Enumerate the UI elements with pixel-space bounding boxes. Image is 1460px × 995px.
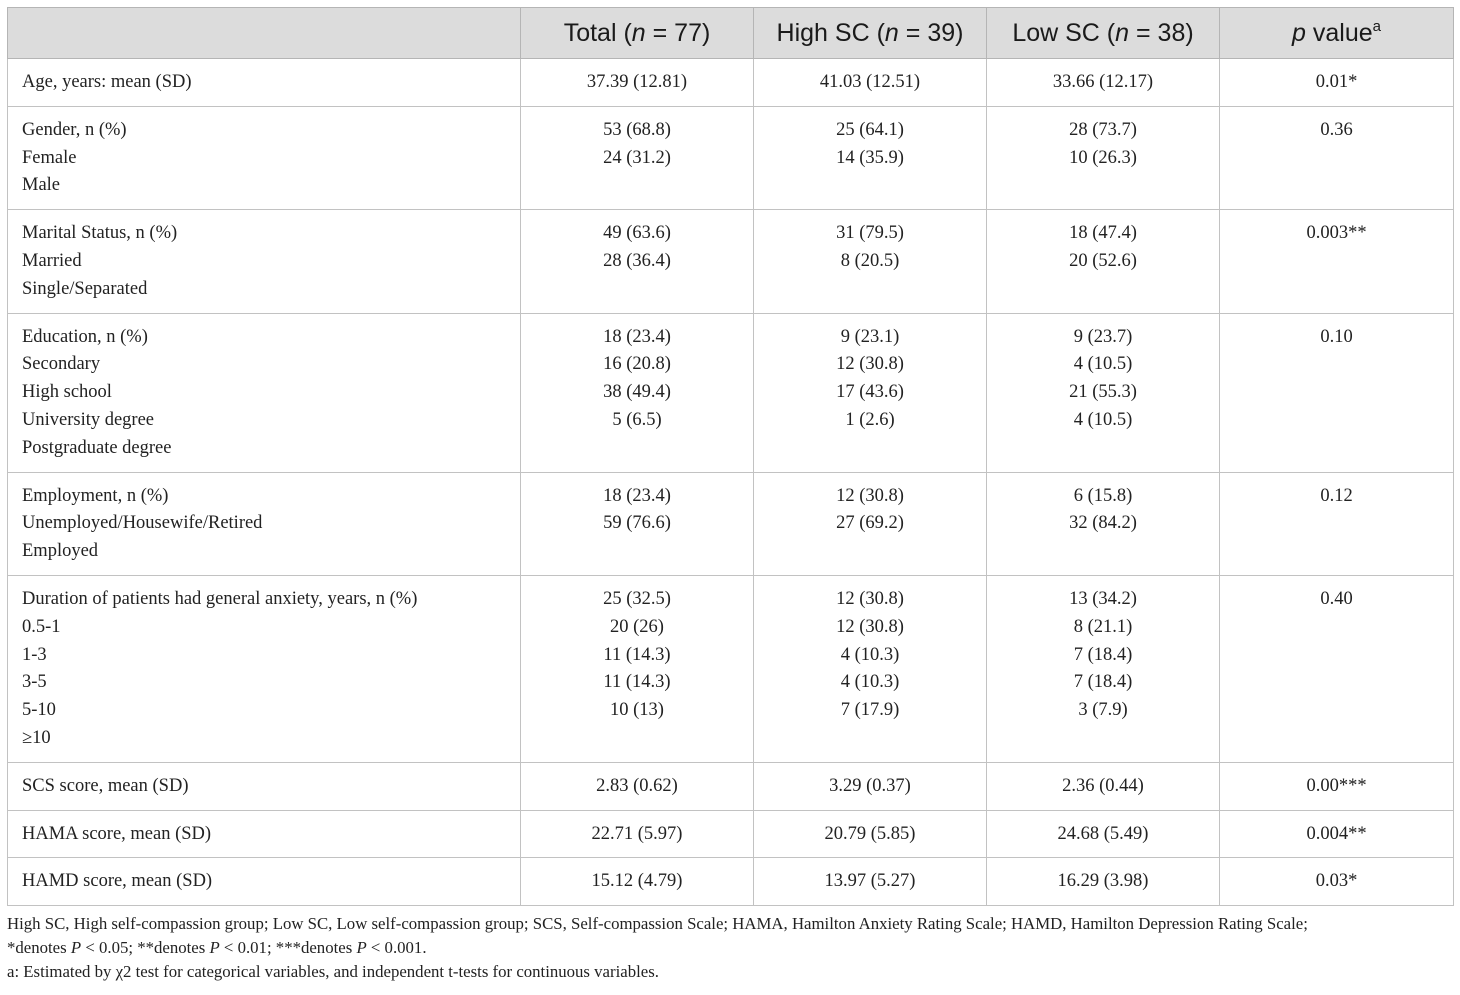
cell-variable-line: Male (22, 175, 61, 196)
cell-variable-line: Employment, n (%) (22, 485, 169, 506)
cell-low-sc (987, 762, 1220, 810)
cell-high-sc (754, 858, 987, 906)
cell-total-line: 22.71 (5.97) (591, 823, 683, 844)
cell-variable-line: Duration of patients had general anxiety, years, n (%) (22, 588, 418, 609)
cell-p-value-value: 0.10 (1320, 326, 1353, 347)
cell-low-sc (987, 106, 1220, 209)
cell-p-value-value: 0.004** (1306, 823, 1367, 844)
cell-high-sc (754, 210, 987, 313)
cell-low-sc (987, 810, 1220, 858)
cell-variable-line: Single/Separated (22, 278, 148, 299)
cell-low-sc-line: 4 (10.5) (1073, 354, 1133, 375)
cell-high-sc (754, 106, 987, 209)
cell-low-sc-line: 32 (84.2) (1069, 513, 1137, 534)
cell-p-value-value: 0.003** (1306, 223, 1367, 244)
cell-total (521, 313, 754, 472)
cell-total-line: 20 (26) (610, 616, 664, 637)
cell-variable-line: Secondary (22, 354, 101, 375)
table-row (8, 106, 1454, 209)
cell-variable-line: 5-10 (22, 700, 56, 721)
cell-total-line: 15.12 (4.79) (591, 871, 683, 892)
table-body (8, 59, 1454, 906)
header-total: Total (n = 77) (521, 8, 754, 59)
cell-variable-line: Postgraduate degree (22, 437, 172, 458)
cell-low-sc-line: 20 (52.6) (1069, 250, 1137, 271)
table-row (8, 59, 1454, 107)
cell-high-sc-line: 3.29 (0.37) (829, 775, 911, 796)
header-low-sc: Low SC (n = 38) (987, 8, 1220, 59)
table-row (8, 210, 1454, 313)
cell-total-line: 25 (32.5) (603, 588, 671, 609)
cell-high-sc (754, 59, 987, 107)
cell-high-sc-line: 12 (30.8) (836, 354, 904, 375)
cell-total (521, 810, 754, 858)
table-row (8, 810, 1454, 858)
cell-variable (8, 106, 521, 209)
header-variable (8, 8, 521, 59)
cell-total (521, 575, 754, 762)
cell-high-sc (754, 762, 987, 810)
cell-low-sc-line: 10 (26.3) (1069, 147, 1137, 168)
header-row (8, 8, 1454, 59)
cell-variable-line: HAMA score, mean (SD) (22, 823, 212, 844)
cell-low-sc-line: 24.68 (5.49) (1057, 823, 1149, 844)
cell-low-sc (987, 472, 1220, 575)
cell-variable-line: Employed (22, 541, 99, 562)
cell-p-value-value: 0.00*** (1306, 775, 1367, 796)
cell-variable-line: Marital Status, n (%) (22, 223, 178, 244)
cell-variable (8, 210, 521, 313)
cell-p-value (1220, 858, 1454, 906)
cell-variable (8, 810, 521, 858)
cell-high-sc-line: 14 (35.9) (836, 147, 904, 168)
cell-low-sc-line: 7 (18.4) (1073, 672, 1133, 693)
cell-p-value-value: 0.12 (1320, 485, 1353, 506)
cell-p-value (1220, 59, 1454, 107)
cell-high-sc (754, 472, 987, 575)
header-high-sc: High SC (n = 39) (754, 8, 987, 59)
cell-total-line: 38 (49.4) (603, 382, 671, 403)
cell-total-line: 10 (13) (610, 700, 664, 721)
cell-high-sc-line: 41.03 (12.51) (819, 72, 921, 92)
cell-low-sc-line: 3 (7.9) (1078, 700, 1128, 721)
cell-low-sc (987, 575, 1220, 762)
table-row (8, 575, 1454, 762)
cell-low-sc-line: 21 (55.3) (1069, 382, 1137, 403)
cell-high-sc (754, 575, 987, 762)
table-row (8, 858, 1454, 906)
cell-low-sc (987, 59, 1220, 107)
cell-high-sc-line: 4 (10.3) (840, 644, 900, 665)
cell-total-line: 5 (6.5) (612, 409, 662, 430)
demographics-table (7, 7, 1454, 906)
cell-p-value (1220, 762, 1454, 810)
cell-total-line: 49 (63.6) (603, 223, 671, 244)
cell-low-sc-line: 9 (23.7) (1073, 326, 1133, 347)
cell-p-value-value: 0.01* (1315, 72, 1358, 92)
cell-high-sc-line: 12 (30.8) (836, 588, 904, 609)
cell-low-sc-line: 18 (47.4) (1069, 223, 1137, 244)
table-notes (7, 912, 1453, 984)
cell-total-line: 37.39 (12.81) (586, 72, 688, 92)
cell-variable-line: High school (22, 382, 112, 403)
cell-variable (8, 472, 521, 575)
cell-total (521, 210, 754, 313)
cell-high-sc-line: 12 (30.8) (836, 616, 904, 637)
cell-low-sc (987, 858, 1220, 906)
cell-total-line: 53 (68.8) (603, 119, 671, 140)
cell-low-sc-line: 8 (21.1) (1073, 616, 1133, 637)
cell-high-sc-line: 1 (2.6) (845, 409, 895, 430)
cell-variable-line: Age, years: mean (SD) (22, 72, 192, 92)
cell-variable-line: 1-3 (22, 644, 47, 665)
cell-high-sc-line: 31 (79.5) (836, 223, 904, 244)
cell-high-sc-line: 8 (20.5) (840, 250, 900, 271)
cell-low-sc-line: 2.36 (0.44) (1062, 775, 1144, 796)
cell-p-value (1220, 106, 1454, 209)
abbreviation-note: High SC, High self-compassion group; Low SC, Low self-compassion group; SCS, Self-compassion Scale; HAMA, Hamilton Anxiety Rating Scale; HAMD, Hamilton Depression Rating Scale; *denotes P < 0.05; **denotes P < 0.01; ***denotes P < 0.001. (7, 914, 1308, 957)
cell-variable-line: 3-5 (22, 672, 47, 693)
cell-variable-line: Married (22, 250, 82, 271)
cell-high-sc-line: 20.79 (5.85) (824, 823, 916, 844)
cell-low-sc-line: 7 (18.4) (1073, 644, 1133, 665)
cell-total-line: 16 (20.8) (603, 354, 671, 375)
cell-total-line: 2.83 (0.62) (596, 775, 678, 796)
cell-low-sc-line: 33.66 (12.17) (1052, 72, 1154, 92)
cell-high-sc-line: 27 (69.2) (836, 513, 904, 534)
cell-low-sc-line: 4 (10.5) (1073, 409, 1133, 430)
cell-low-sc (987, 210, 1220, 313)
cell-high-sc-line: 4 (10.3) (840, 672, 900, 693)
cell-variable-line: Unemployed/Housewife/Retired (22, 513, 263, 534)
cell-total-line: 28 (36.4) (603, 250, 671, 271)
cell-high-sc (754, 810, 987, 858)
cell-p-value (1220, 472, 1454, 575)
cell-high-sc-line: 17 (43.6) (836, 382, 904, 403)
cell-total-line: 11 (14.3) (603, 644, 671, 665)
cell-p-value (1220, 810, 1454, 858)
cell-high-sc (754, 313, 987, 472)
cell-high-sc-line: 12 (30.8) (836, 485, 904, 506)
cell-low-sc-line: 6 (15.8) (1073, 485, 1133, 506)
cell-total (521, 106, 754, 209)
cell-variable-line: Gender, n (%) (22, 119, 127, 140)
cell-variable-line: ≥10 (22, 727, 51, 748)
cell-high-sc-line: 25 (64.1) (836, 119, 904, 140)
cell-p-value-value: 0.36 (1320, 119, 1353, 140)
cell-low-sc-line: 28 (73.7) (1069, 119, 1137, 140)
cell-variable (8, 858, 521, 906)
cell-high-sc-line: 9 (23.1) (840, 326, 900, 347)
table-row (8, 762, 1454, 810)
cell-low-sc-line: 13 (34.2) (1069, 588, 1137, 609)
cell-variable (8, 59, 521, 107)
cell-high-sc-line: 13.97 (5.27) (824, 871, 916, 892)
cell-high-sc-line: 7 (17.9) (840, 700, 900, 721)
cell-p-value-value: 0.03* (1315, 871, 1358, 892)
cell-p-value (1220, 313, 1454, 472)
table-row (8, 313, 1454, 472)
table-row (8, 472, 1454, 575)
cell-variable-line: University degree (22, 409, 155, 430)
table-container (7, 7, 1453, 906)
cell-total (521, 762, 754, 810)
cell-total-line: 11 (14.3) (603, 672, 671, 693)
cell-variable (8, 762, 521, 810)
header-p-value: p value$^a$ (1220, 8, 1454, 59)
cell-variable-line: HAMD score, mean (SD) (22, 871, 213, 892)
footnote-a: a: Estimated by χ2 test for categorical variables, and independent t-tests for continuous variables. (7, 962, 659, 981)
cell-variable-line: SCS score, mean (SD) (22, 775, 189, 796)
cell-p-value-value: 0.40 (1320, 588, 1353, 609)
cell-variable-line: Female (22, 147, 77, 168)
cell-low-sc (987, 313, 1220, 472)
cell-variable-line: Education, n (%) (22, 326, 148, 347)
cell-total (521, 59, 754, 107)
cell-total-line: 59 (76.6) (603, 513, 671, 534)
cell-p-value (1220, 575, 1454, 762)
cell-variable (8, 313, 521, 472)
cell-total (521, 472, 754, 575)
cell-total-line: 18 (23.4) (603, 326, 671, 347)
cell-total-line: 18 (23.4) (603, 485, 671, 506)
cell-variable-line: 0.5-1 (22, 616, 61, 637)
cell-low-sc-line: 16.29 (3.98) (1057, 871, 1149, 892)
cell-total (521, 858, 754, 906)
cell-variable (8, 575, 521, 762)
cell-total-line: 24 (31.2) (603, 147, 671, 168)
cell-p-value (1220, 210, 1454, 313)
